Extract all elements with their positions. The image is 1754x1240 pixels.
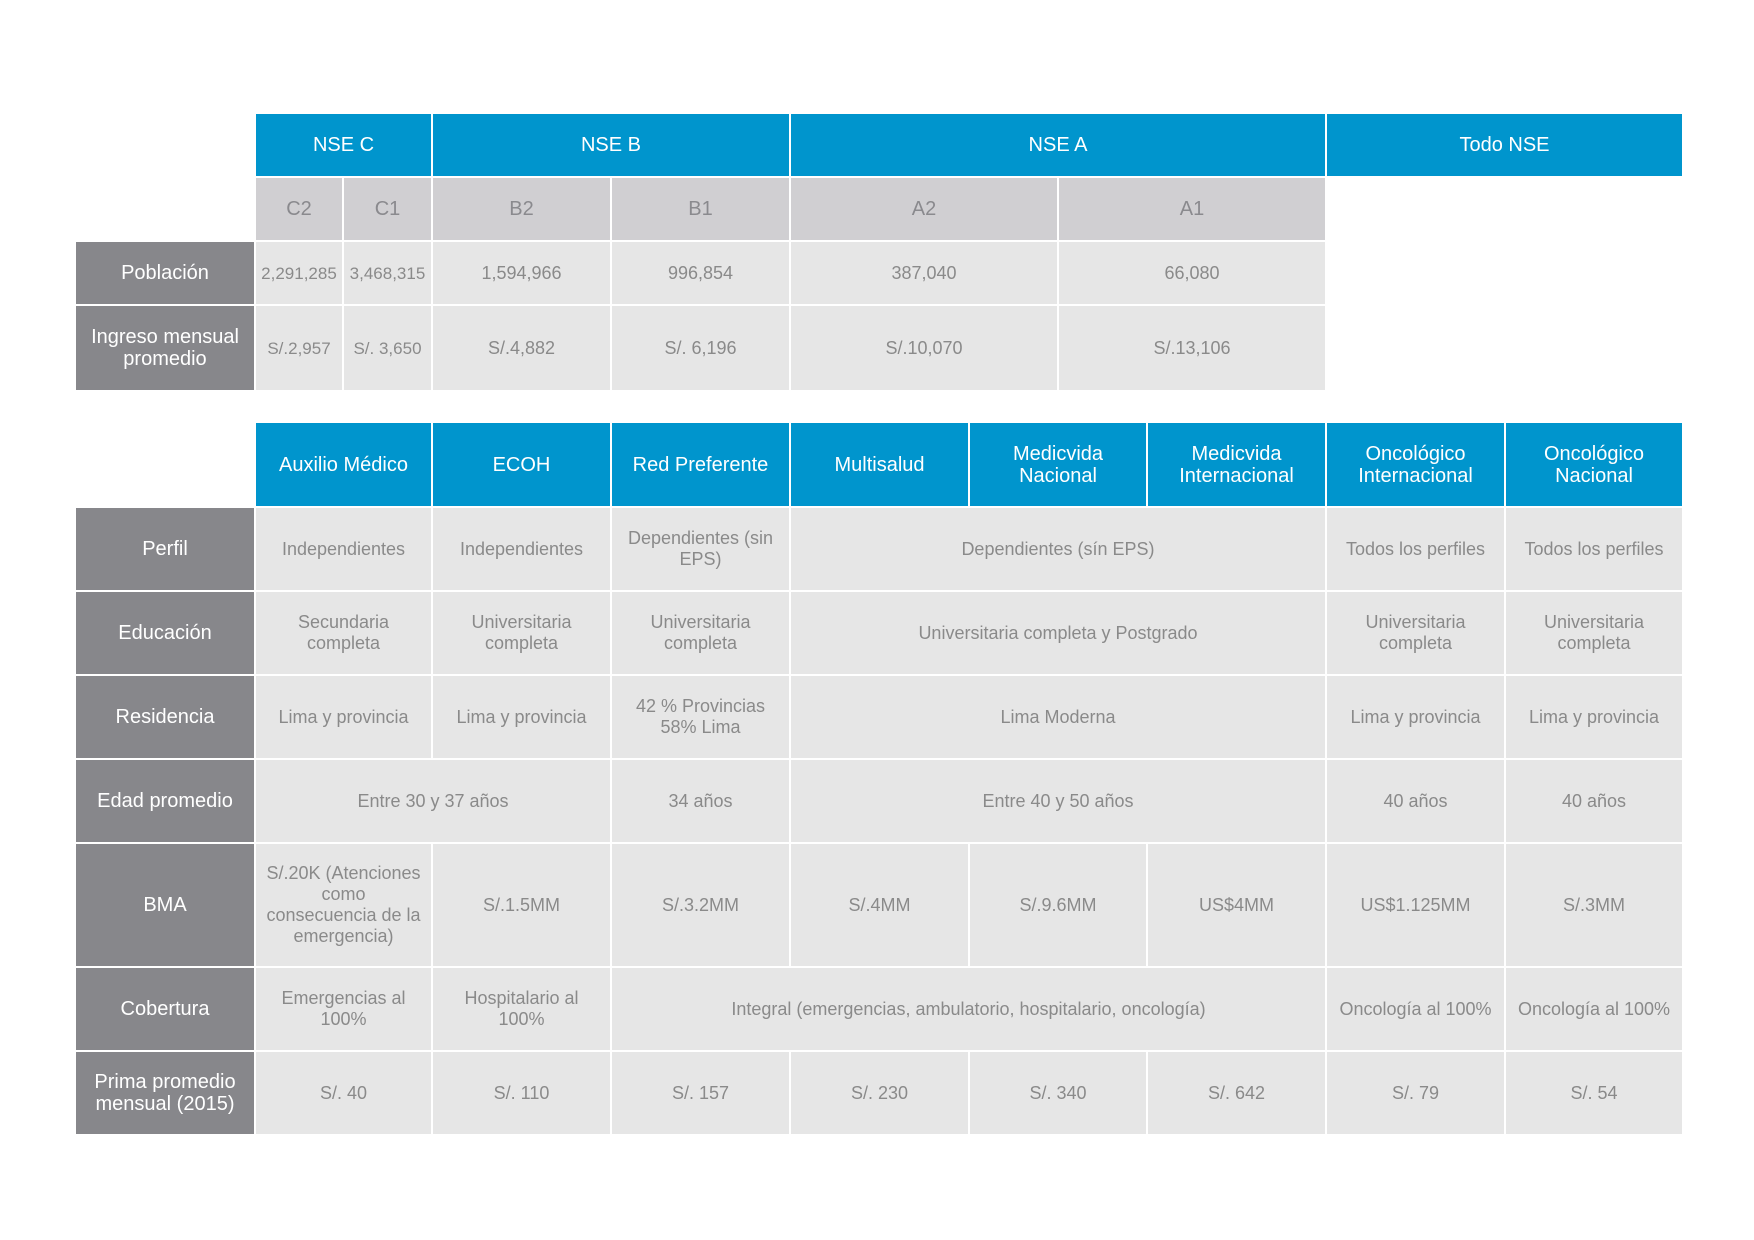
cell-prima: S/. 54 [1506, 1052, 1682, 1134]
cell-prima: S/. 79 [1327, 1052, 1504, 1134]
cell-residencia: Lima y provincia [1506, 676, 1682, 758]
subheader-a1: A1 [1059, 178, 1325, 240]
cell-edad: 40 años [1327, 760, 1504, 842]
cell-perfil: Dependientes (sin EPS) [612, 508, 789, 590]
plan-header: Multisalud [791, 423, 968, 506]
cell-ingreso: S/.13,106 [1059, 306, 1325, 390]
cell-prima: S/. 40 [256, 1052, 431, 1134]
header-nse-b: NSE B [433, 114, 789, 176]
cell-edad: 40 años [1506, 760, 1682, 842]
subheader-c1: C1 [344, 178, 431, 240]
cell-bma: S/.9.6MM [970, 844, 1146, 966]
row-header-edad: Edad promedio [76, 760, 254, 842]
row-header-cobertura: Cobertura [76, 968, 254, 1050]
cell-ingreso: S/.2,957 [256, 306, 342, 390]
row-header-educacion: Educación [76, 592, 254, 674]
cell-residencia: Lima y provincia [1327, 676, 1504, 758]
subheader-b2: B2 [433, 178, 610, 240]
plan-header: ECOH [433, 423, 610, 506]
cell-poblacion: 1,594,966 [433, 242, 610, 304]
row-header-poblacion: Población [76, 242, 254, 304]
row-header-prima: Prima promedio mensual (2015) [76, 1052, 254, 1134]
cell-bma: S/.4MM [791, 844, 968, 966]
plan-header: Auxilio Médico [256, 423, 431, 506]
cell-poblacion: 2,291,285 [256, 242, 342, 304]
subheader-b1: B1 [612, 178, 789, 240]
cell-ingreso: S/. 6,196 [612, 306, 789, 390]
plan-header: Red Preferente [612, 423, 789, 506]
cell-bma: S/.3MM [1506, 844, 1682, 966]
cell-educacion: Universitaria completa [433, 592, 610, 674]
cell-educacion: Universitaria completa [1506, 592, 1682, 674]
cell-residencia: Lima y provincia [433, 676, 610, 758]
cell-prima: S/. 340 [970, 1052, 1146, 1134]
cell-edad: Entre 40 y 50 años [791, 760, 1325, 842]
plan-header: Medicvida Nacional [970, 423, 1146, 506]
cell-poblacion: 387,040 [791, 242, 1057, 304]
cell-ingreso: S/.10,070 [791, 306, 1057, 390]
cell-bma: US$4MM [1148, 844, 1325, 966]
plan-header: Oncológico Internacional [1327, 423, 1504, 506]
header-nse-a: NSE A [791, 114, 1325, 176]
plan-header: Oncológico Nacional [1506, 423, 1682, 506]
cell-bma: US$1.125MM [1327, 844, 1504, 966]
cell-cobertura: Hospitalario al 100% [433, 968, 610, 1050]
cell-perfil: Todos los perfiles [1327, 508, 1504, 590]
cell-cobertura: Oncología al 100% [1506, 968, 1682, 1050]
header-nse-c: NSE C [256, 114, 431, 176]
cell-residencia: 42 % Provincias 58% Lima [612, 676, 789, 758]
header-todo-nse: Todo NSE [1327, 114, 1682, 176]
cell-poblacion: 996,854 [612, 242, 789, 304]
cell-cobertura: Oncología al 100% [1327, 968, 1504, 1050]
cell-residencia: Lima y provincia [256, 676, 431, 758]
cell-educacion: Secundaria completa [256, 592, 431, 674]
cell-bma: S/.3.2MM [612, 844, 789, 966]
cell-educacion: Universitaria completa [612, 592, 789, 674]
cell-prima: S/. 642 [1148, 1052, 1325, 1134]
cell-ingreso: S/.4,882 [433, 306, 610, 390]
plan-header: Medicvida Internacional [1148, 423, 1325, 506]
cell-edad: 34 años [612, 760, 789, 842]
row-header-ingreso: Ingreso mensual promedio [76, 306, 254, 390]
cell-ingreso: S/. 3,650 [344, 306, 431, 390]
cell-prima: S/. 230 [791, 1052, 968, 1134]
cell-cobertura: Emergencias al 100% [256, 968, 431, 1050]
cell-cobertura: Integral (emergencias, ambulatorio, hospitalario, oncología) [612, 968, 1325, 1050]
row-header-residencia: Residencia [76, 676, 254, 758]
cell-residencia: Lima Moderna [791, 676, 1325, 758]
cell-perfil: Independientes [256, 508, 431, 590]
cell-perfil: Independientes [433, 508, 610, 590]
cell-bma: S/.1.5MM [433, 844, 610, 966]
cell-perfil: Dependientes (sín EPS) [791, 508, 1325, 590]
row-header-perfil: Perfil [76, 508, 254, 590]
cell-educacion: Universitaria completa [1327, 592, 1504, 674]
subheader-a2: A2 [791, 178, 1057, 240]
row-header-bma: BMA [76, 844, 254, 966]
cell-prima: S/. 110 [433, 1052, 610, 1134]
cell-poblacion: 3,468,315 [344, 242, 431, 304]
cell-perfil: Todos los perfiles [1506, 508, 1682, 590]
cell-prima: S/. 157 [612, 1052, 789, 1134]
cell-poblacion: 66,080 [1059, 242, 1325, 304]
subheader-c2: C2 [256, 178, 342, 240]
cell-educacion: Universitaria completa y Postgrado [791, 592, 1325, 674]
cell-edad: Entre 30 y 37 años [256, 760, 610, 842]
cell-bma: S/.20K (Atenciones como consecuencia de la emergencia) [256, 844, 431, 966]
